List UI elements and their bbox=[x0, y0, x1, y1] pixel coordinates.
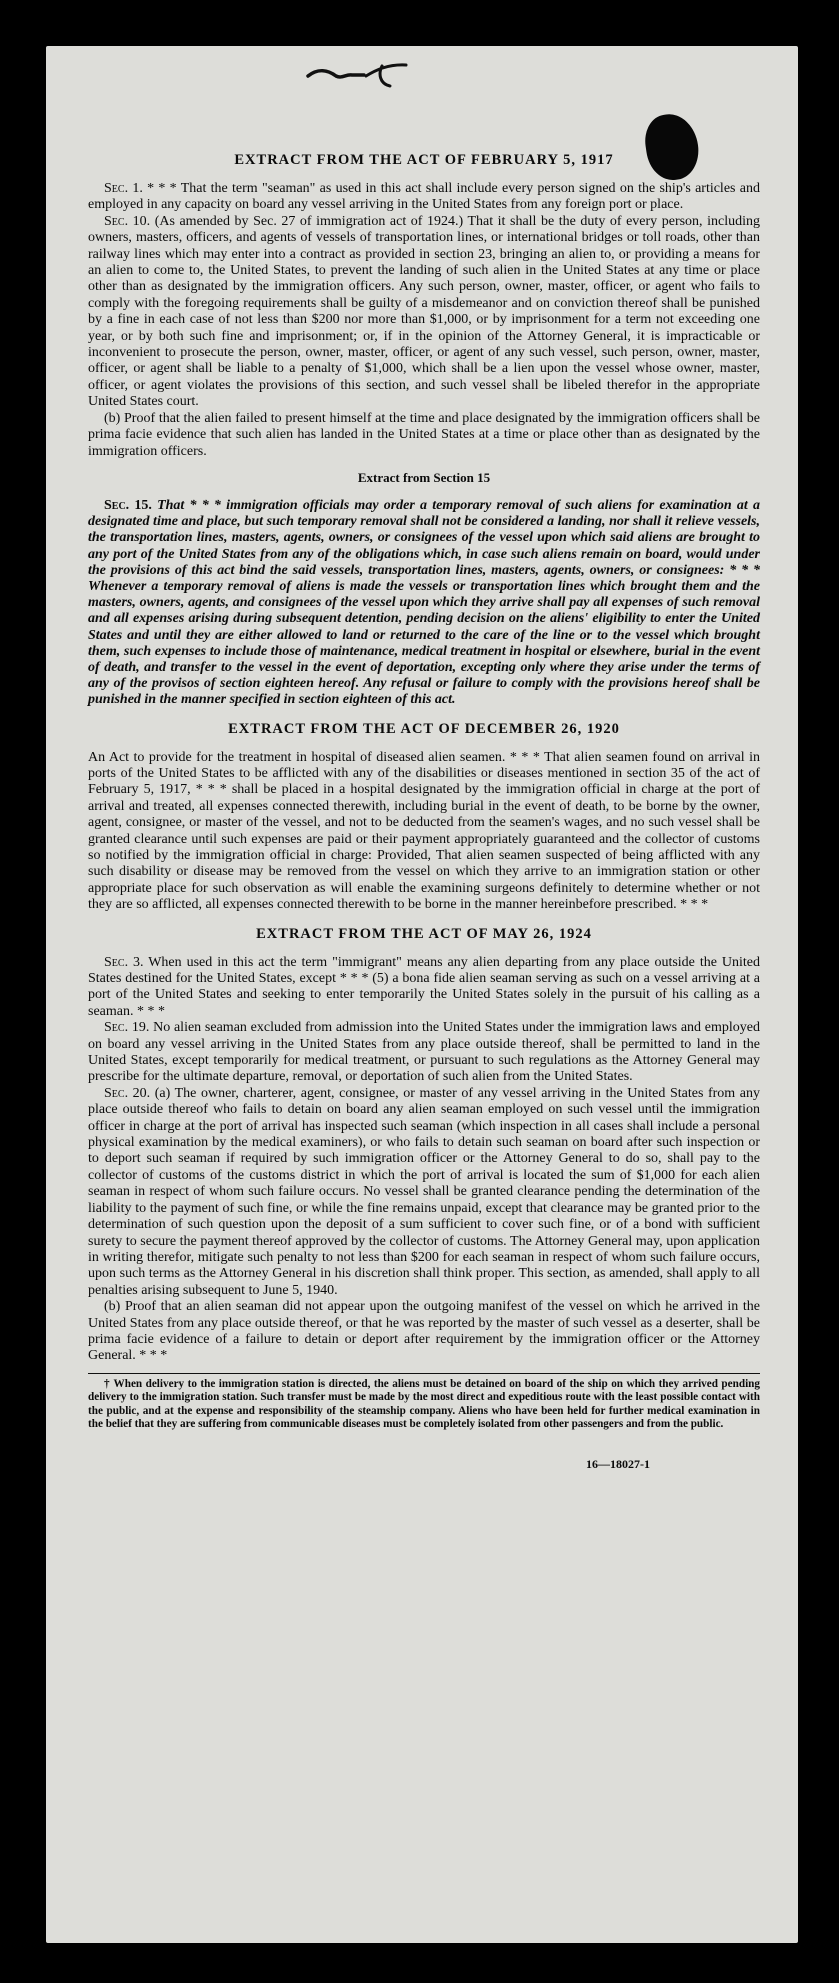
sec15-text: That * * * immigration officials may order a temporary removal of such aliens for examination at a designated time and place, but such temporary removal shall not be considered a landing, nor shall it relieve vessels, the transportation lines, masters, agents, owners, or consignees of the vessel upon which said aliens are brought to any port of the United States from any of the obligations which, in case such aliens remain on board, would under the provisions of this act bind the said vessels, transportation lines, masters, agents, owners, or consignees: * * * Whenever a temporary removal of aliens is made the vessels or transportation lines which brought them and the masters, owners, agents, and consignees of the vessel upon which they arrive shall pay all expenses of such removal and all expenses arising during subsequent detention, pending decision on the aliens' eligibility to enter the United States and until they are either allowed to land or returned to the care of the line or to the vessel which brought them, such expenses to include those of maintenance, medical treatment in hospital or elsewhere, burial in the event of death, and transfer to the vessel in the event of deportation, excepting only where they arise under the terms of any of the provisos of section eighteen hereof. Any refusal or failure to comply with the provisions hereof shall be punished in the manner specified in section eighteen of this act. bbox=[88, 497, 760, 708]
sec20-paragraph bbox=[88, 1086, 760, 1299]
sec10-label: Sec. 10. bbox=[104, 213, 151, 229]
sec20-text: (a) The owner, charterer, agent, consignee, or master of any vessel arriving in the United States from any place outside thereof who fails to detain on board any alien seaman employed on such vessel until the immigration officer in charge at the port of arrival has inspected such seaman (which inspection in all cases shall include a personal physical examination by the medical examiners), or who fails to detain such seaman on board after such inspection or to deport such seaman if required by such immigration officer or the Attorney General to do so, shall pay to the collector of customs of the customs district in which the port of arrival is located the sum of $1,000 for each alien seaman in respect of whom such failure occurs. No vessel shall be granted clearance pending the determination of the liability to the payment of such fine, or while the fine remains unpaid, except that clearance may be granted prior to the determination of such question upon the deposit of a sum sufficient to cover such fine, or of a bond with sufficient surety to secure the payment thereof approved by the collector of customs. The Attorney General may, upon application in writing therefor, mitigate such penalty to not less than $200 for each seaman in respect of whom such failure occurs, upon such terms as the Attorney General in his discretion shall think proper. This section, as amended, shall apply to all penalties arising subsequent to June 5, 1940. bbox=[88, 1085, 761, 1298]
handwritten-mark bbox=[46, 46, 798, 106]
sec19-text: No alien seaman excluded from admission into the United States under the immigration laws and employed on board any vessel arriving in the United States from any place outside thereof, shall be permitted to land in the United States, except temporarily for medical treatment, or pursuant to such regulations as the Attorney General may prescribe for the ultimate departure, removal, or deportation of such alien from the United States. bbox=[88, 1020, 760, 1085]
sec3-label: Sec. 3. bbox=[104, 954, 144, 970]
sec3-paragraph bbox=[88, 955, 760, 1021]
sec19-label: Sec. 19. bbox=[104, 1020, 150, 1036]
sec10b-paragraph: (b) Proof that the alien failed to present himself at the time and place designated by the immigration officers shall be prima facie evidence that such alien has landed in the United States at a time or place other than as designated by the immigration officers. bbox=[88, 410, 760, 459]
heading-act-1924: EXTRACT FROM THE ACT OF MAY 26, 1924 bbox=[256, 925, 592, 942]
sec3-text: When used in this act the term "immigrant" means any alien departing from any place outside the United States destined for the United States, except * * * (5) a bona fide alien seaman serving as such on a vessel arriving at a port of the United States and seeking to enter temporarily the United States solely in the pursuit of his calling as a seaman. * * * bbox=[88, 954, 760, 1019]
subheading-section-15: Extract from Section 15 bbox=[357, 469, 491, 485]
sec19-paragraph bbox=[88, 1020, 760, 1086]
sec1-paragraph bbox=[88, 181, 760, 214]
sec15-paragraph bbox=[88, 498, 760, 709]
sec10-paragraph bbox=[88, 214, 760, 411]
sec20b-paragraph: (b) Proof that an alien seaman did not appear upon the outgoing manifest of the vessel on which he arrived in the United States from any place outside thereof, or that he was reported by the master of such vessel as a deserter, shall be prima facie evidence of a failure to detain or deport after requirement by the immigration officer or the Attorney General. * * * bbox=[88, 1299, 760, 1364]
sec15-label: Sec. 15. bbox=[104, 497, 152, 513]
sec1-label: Sec. 1. bbox=[104, 181, 143, 196]
sec1-text: * * * That the term "seaman" as used in this act shall include every person signed on the ship's articles and employed in any capacity on board any vessel arriving in the United States from any foreign port or place. bbox=[88, 181, 760, 213]
footnote-text: † When delivery to the immigration station is directed, the aliens must be detained on board of the ship on which they arrived pending delivery to the immigration station. Such transfer must be made by the most direct and expeditious route with the least possible contact with the public, and at the expense and responsibility of the steamship company. Aliens who have been held for further medical examination in the belief that they are suffering from communicable diseases must be completely isolated from other passengers and from the public. bbox=[88, 1377, 760, 1430]
sec10-text: (As amended by Sec. 27 of immigration act of 1924.) That it shall be the duty of every person, including owners, masters, officers, and agents of vessels of transportation lines, or international bridges or toll roads, other than railway lines which may enter into a contract as provided in section 23, bringing an alien to, or providing a means for an alien to come to, the United States, to prevent the landing of such alien in the United States at any time or place other than as designated by the immigration officers. Any such person, owner, master, officer, or agent who fails to comply with the foregoing requirements shall be guilty of a misdemeanor and on conviction thereof shall be punished by a fine in each case of not less than $200 nor more than $1,000, or by imprisonment for a term not exceeding one year, or by both such fine and imprisonment; or, if in the opinion of the Attorney General, it is impracticable or inconvenient to prosecute the person, owner, master, officer, or agent of any such vessel, such person, owner, master, officer, or agent shall be liable to a penalty of $1,000, which shall be a lien upon the vessel whose owner, master, officer, or agent violates the provisions of this section, and such vessel shall be libeled therefor in the appropriate United States court. bbox=[88, 213, 760, 410]
form-number: 16—18027-1 bbox=[586, 1457, 650, 1472]
sec20-label: Sec. 20. bbox=[104, 1085, 151, 1101]
document-page bbox=[46, 46, 798, 1943]
heading-act-1917: EXTRACT FROM THE ACT OF FEBRUARY 5, 1917 bbox=[234, 152, 614, 168]
act-1920-paragraph: An Act to provide for the treatment in hospital of diseased alien seamen. * * * That alien seamen found on arrival in ports of the United States to be afflicted with any of the disabilities or diseases mentioned in section 35 of the act of February 5, 1917, * * * shall be placed in a hospital designated by the immigration official in charge at the port of arrival and treated, all expenses connected therewith, including burial in the event of death, to be borne by the owner, agent, consignee, or master of the vessel, and not to be deducted from the seamen's wages, and no such vessel shall be granted clearance until such expenses are paid or their payment appropriately guaranteed and the collector of customs so notified by the immigration official in charge: Provided, That alien seamen suspected of being afflicted with any such disability or disease may be removed from the vessel on which they arrive to an immigration station or other appropriate place for such observation as will enable the examining surgeons definitely to determine whether or not they are so afflicted, all expenses connected therewith to be borne in the manner hereinbefore prescribed. * * * bbox=[88, 749, 760, 913]
footnote-block bbox=[88, 1373, 760, 1432]
heading-act-1920: EXTRACT FROM THE ACT OF DECEMBER 26, 1920 bbox=[228, 720, 620, 737]
